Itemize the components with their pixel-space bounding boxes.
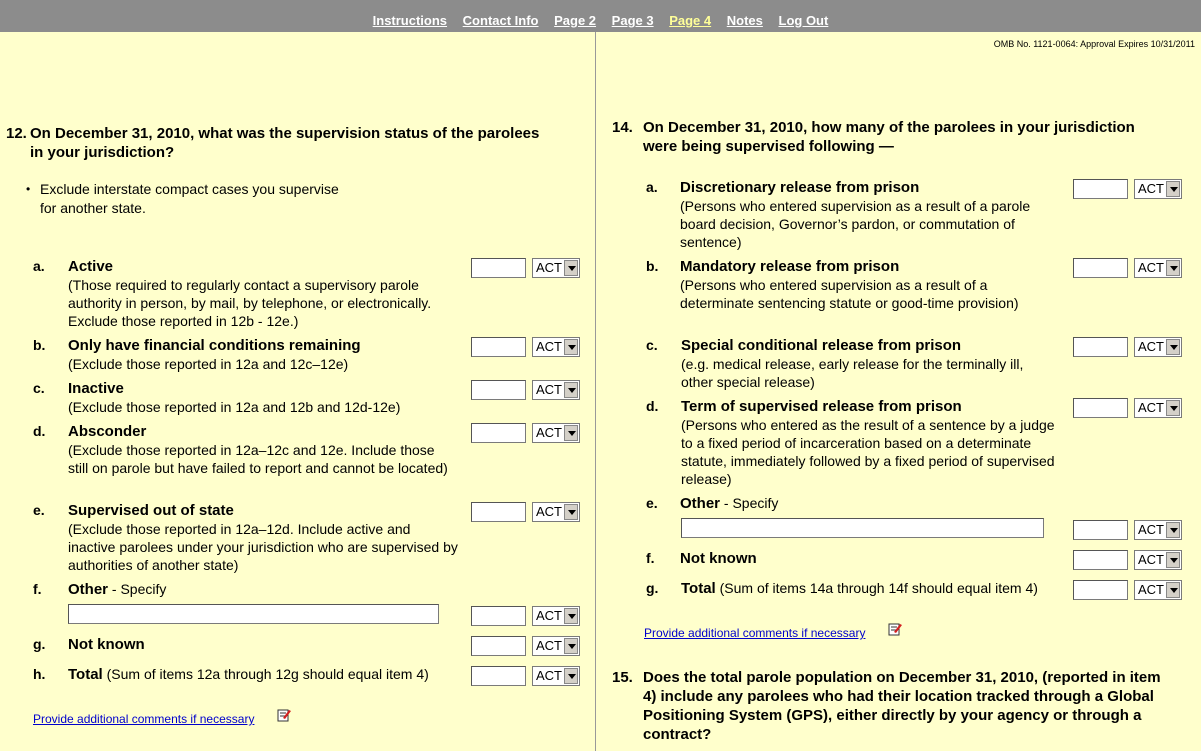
note-edit-icon[interactable] [888,622,902,636]
item-14d-input[interactable] [1073,398,1128,418]
item-title: Absconder [68,423,147,440]
bullet-text: Exclude interstate compact cases you supervise for another state. [40,181,339,216]
item-12d-input[interactable] [471,423,526,443]
nav-instructions[interactable]: Instructions [372,13,448,28]
chevron-down-icon [564,339,578,355]
chevron-down-icon [564,260,578,276]
chevron-down-icon [564,668,578,684]
chevron-down-icon [1166,552,1180,568]
item-desc: (Sum of items 12a through 12g should equal item 4) [102,666,429,682]
item-title: Special conditional release from prison [681,337,962,354]
item-title: Active [68,258,114,275]
nav-notes[interactable]: Notes [726,13,763,28]
chevron-down-icon [564,638,578,654]
item-14d-select[interactable]: ACT [1134,398,1182,418]
question-number: 12. [6,125,27,142]
item-12e-select[interactable]: ACT [532,502,580,522]
item-12f-select[interactable]: ACT [532,606,580,626]
item-title: Mandatory release from prison [680,258,900,275]
item-desc: (Exclude those reported in 12a and 12c–12e) [68,356,349,372]
note-edit-icon[interactable] [277,708,291,722]
item-12c-input[interactable] [471,380,526,400]
item-14a-select[interactable]: ACT [1134,179,1182,199]
chevron-down-icon [564,504,578,520]
item-title: Only have financial conditions remaining [68,337,361,354]
item-desc: (Persons who entered supervision as a result of a parole board decision, Governor’s pardon, or commutation of sentence) [680,198,1031,250]
nav-links [0,0,1201,28]
item-desc: (e.g. medical release, early release for the terminally ill, other special release) [681,356,1024,390]
item-desc: (Exclude those reported in 12a and 12b and 12d-12e) [68,399,401,415]
item-12g-select[interactable]: ACT [532,636,580,656]
item-12h-input[interactable] [471,666,526,686]
item-title: Total [681,580,716,597]
nav-page-3[interactable]: Page 3 [611,13,654,28]
q12-comments-link[interactable]: Provide additional comments if necessary [33,712,255,726]
item-12f-input[interactable] [471,606,526,626]
item-14f-select[interactable]: ACT [1134,550,1182,570]
item-14a-input[interactable] [1073,179,1128,199]
item-desc: (Sum of items 14a through 14f should equal item 4) [715,580,1038,596]
item-14b-input[interactable] [1073,258,1128,278]
question-number: 15. [612,669,633,686]
item-12a-input[interactable] [471,258,526,278]
question-text: Does the total parole population on December 31, 2010, (reported in item 4) include any parolees who had their location tracked through a Global Positioning System (GPS), either directly by your agency or through a contract? [643,669,1161,743]
omb-notice: OMB No. 1121-0064: Approval Expires 10/31/2011 [993,39,1195,49]
item-title: Term of supervised release from prison [681,398,962,415]
question-text-line2: in your jurisdiction? [30,144,175,161]
chevron-down-icon [564,608,578,624]
top-nav-bar [0,0,1201,32]
item-14g-input[interactable] [1073,580,1128,600]
item-14e-select[interactable]: ACT [1134,520,1182,540]
item-title: Inactive [68,380,124,397]
item-14e-specify-input[interactable] [681,518,1044,538]
item-title: Not known [680,550,757,567]
chevron-down-icon [564,425,578,441]
item-14c-input[interactable] [1073,337,1128,357]
bullet-icon: • [26,182,31,196]
item-12f-specify-input[interactable] [68,604,439,624]
item-14g-select[interactable]: ACT [1134,580,1182,600]
item-12e-input[interactable] [471,502,526,522]
chevron-down-icon [1166,260,1180,276]
nav-log-out[interactable]: Log Out [778,13,829,28]
nav-page-2[interactable]: Page 2 [554,13,597,28]
item-12c-select[interactable]: ACT [532,380,580,400]
item-title: Other [680,495,721,512]
item-desc: - Specify [720,495,779,511]
item-desc: - Specify [108,581,167,597]
item-12d-select[interactable]: ACT [532,423,580,443]
chevron-down-icon [564,382,578,398]
chevron-down-icon [1166,181,1180,197]
question-14-column: 14. On December 31, 2010, how many of the parolees in your jurisdiction were being supervised following — a. Discretionary release from prison (Persons who entered supervision as a result of a parole board decision, Governor’s pardon, or commutation of sentence) ACT b. Mandatory release from prison (Persons who entered supervision as a result of a determinate sentencing statute or good-time provision) ACT c. Special conditional release from prison (e.g. medical release, early release for the terminally ill, other special release) ACT d. Term of supervised release from prison (Persons who entered as the result of a sentence by a judge to a fixed period of incarceration based on a determinate statute, immediately followed by a fixed period of supervised release) ACT e. Other - Specify ACT f. Not known ACT g. Total (Sum of items 14a through 14f should equal item 4) ACT Provide additional comments if necessary 15. Does the total parole population on December 31, 2010, (reported in item 4) include any parolees who had their location tracked through a Global Positioning System (GPS), either directly by your agency or through a contract? [596,32,1201,751]
item-12g-input[interactable] [471,636,526,656]
chevron-down-icon [1166,400,1180,416]
item-title: Other [68,581,109,598]
chevron-down-icon [1166,522,1180,538]
item-14c-select[interactable]: ACT [1134,337,1182,357]
question-text-line1: On December 31, 2010, how many of the parolees in your jurisdiction [643,119,1135,136]
question-text-line2: were being supervised following — [643,138,894,155]
chevron-down-icon [1166,339,1180,355]
question-12-column: 12. On December 31, 2010, what was the supervision status of the parolees in your jurisdiction? • Exclude interstate compact cases you supervise for another state. a. Active (Those required to regularly contact a supervisory parole authority in person, by mail, by telephone, or electronically. Exclude those reported in 12b - 12e.) ACT b. Only have financial conditions remaining (Exclude those reported in 12a and 12c–12e) ACT c. Inactive (Exclude those reported in 12a and 12b and 12d-12e) ACT d. Absconder (Exclude those reported in 12a–12c and 12e. Include those still on parole but have failed to report and cannot be located) ACT e. Supervised out of state (Exclude those reported in 12a–12d. Include active and inactive parolees under your jurisdiction who are supervised by authorities of another state) ACT f. Other - Specify ACT g. Not known ACT h. Total (Sum of items 12a through 12g should equal item 4) ACT Provide additional comments if necessary [0,32,595,751]
question-text-line1: On December 31, 2010, what was the supervision status of the parolees [30,125,540,142]
item-12b-input[interactable] [471,337,526,357]
item-12a-select[interactable]: ACT [532,258,580,278]
nav-contact-info[interactable]: Contact Info [462,13,539,28]
item-desc: (Those required to regularly contact a supervisory parole authority in person, by mail, by telephone, or electronically. Exclude those reported in 12b - 12e.) [68,277,432,329]
nav-page-4[interactable]: Page 4 [669,13,712,28]
question-number: 14. [612,119,633,136]
item-title: Total [68,666,103,683]
q14-comments-link[interactable]: Provide additional comments if necessary [644,626,866,640]
item-desc: (Exclude those reported in 12a–12d. Include active and inactive parolees under your jurisdiction who are supervised by authorities of another state) [68,521,458,573]
item-title: Discretionary release from prison [680,179,920,196]
item-14e-input[interactable] [1073,520,1128,540]
item-title: Supervised out of state [68,502,234,519]
item-desc: (Exclude those reported in 12a–12c and 12e. Include those still on parole but have failed to report and cannot be located) [68,442,448,476]
item-12h-select[interactable]: ACT [532,666,580,686]
item-14f-input[interactable] [1073,550,1128,570]
item-desc: (Persons who entered supervision as a result of a determinate sentencing statute or good-time provision) [680,277,1019,311]
item-title: Not known [68,636,145,653]
chevron-down-icon [1166,582,1180,598]
item-14b-select[interactable]: ACT [1134,258,1182,278]
item-desc: (Persons who entered as the result of a sentence by a judge to a fixed period of incarceration based on a determinate statute, immediately followed by a fixed period of supervised release) [681,417,1055,487]
item-12b-select[interactable]: ACT [532,337,580,357]
